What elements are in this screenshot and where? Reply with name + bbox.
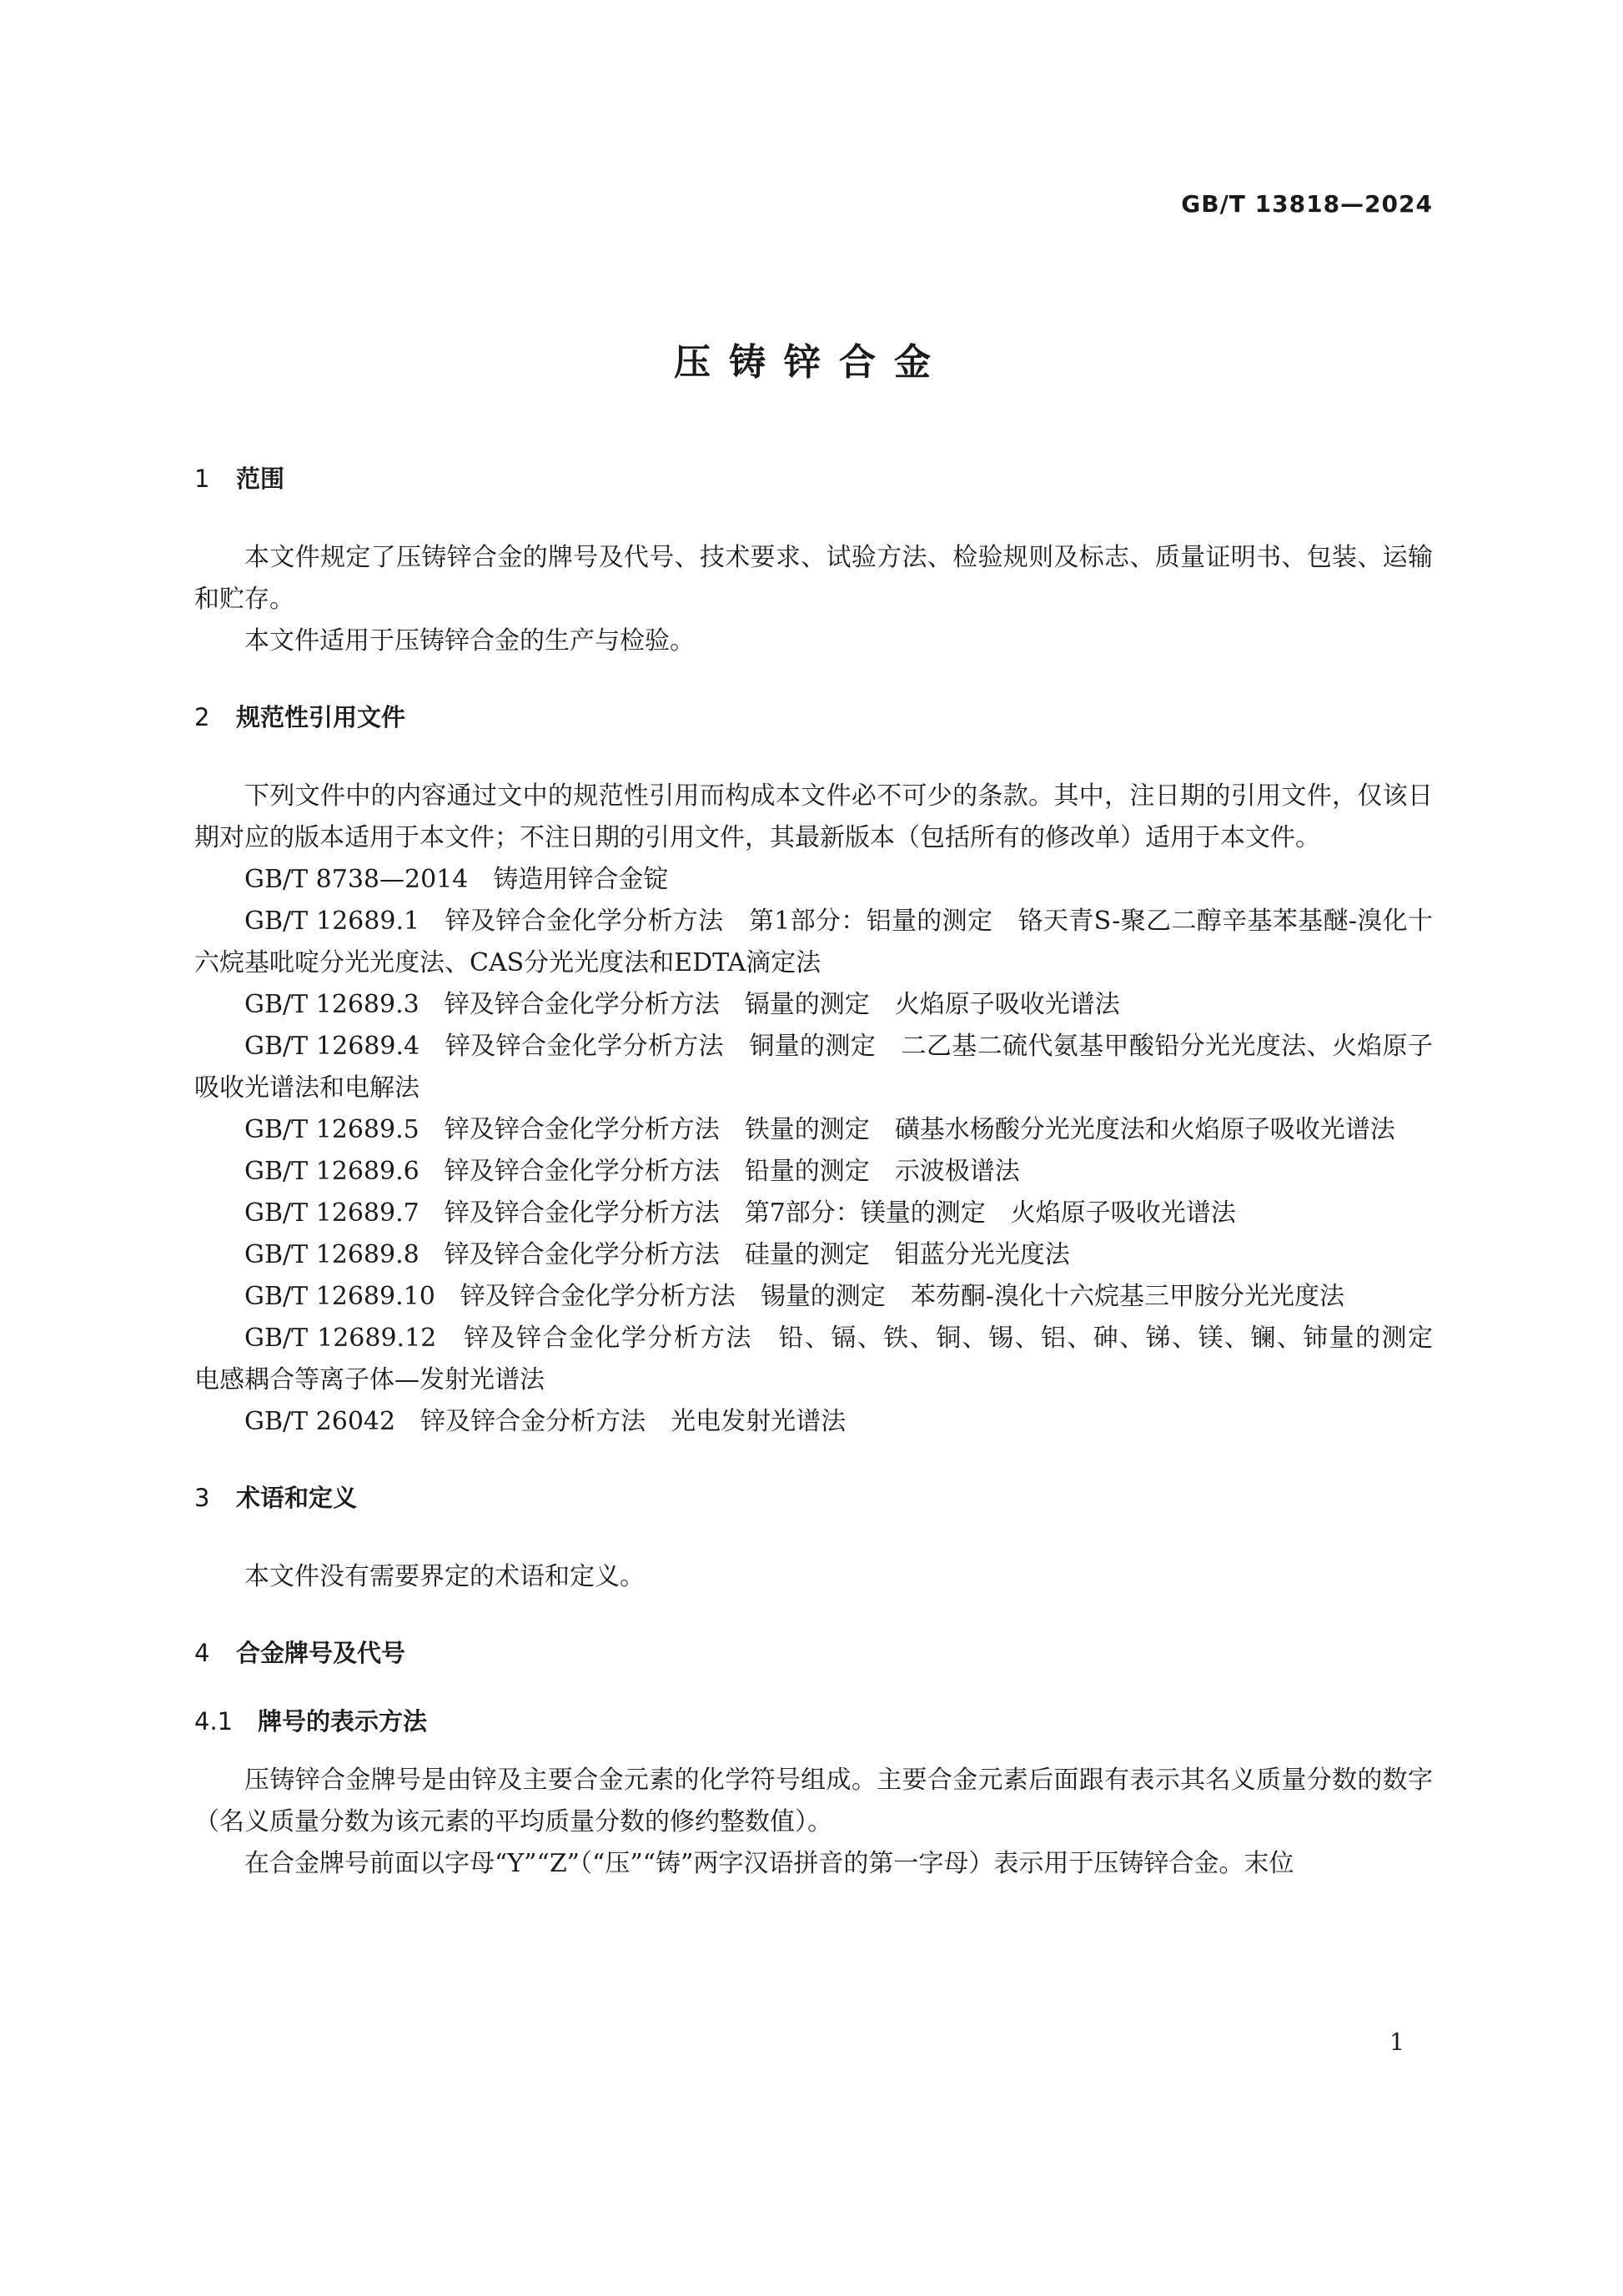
reference-item: GB/T 8738—2014 铸造用锌合金锭 [244,865,669,894]
section-number: 2 [194,703,210,731]
section-2-heading [194,696,1433,739]
reference-item: GB/T 12689.5 锌及锌合金化学分析方法 铁量的测定 磺基水杨酸分光光度法和火焰原子吸收光谱法 [244,1115,1395,1144]
section-title: 规范性引用文件 [236,703,406,731]
subsection-4-1-heading [194,1700,1433,1743]
reference-item: GB/T 12689.4 锌及锌合金化学分析方法 铜量的测定 二乙基二硫代氨基甲酸铅分光光度法、火焰原子吸收光谱法和电解法 [194,1032,1433,1103]
reference-item: GB/T 12689.1 锌及锌合金化学分析方法 第1部分：铝量的测定 铬天青S-聚乙二醇辛基苯基醚-溴化十六烷基吡啶分光光度法、CAS分光光度法和EDTA滴定法 [194,907,1433,977]
section-3-heading [194,1476,1433,1520]
paragraph: 本文件适用于压铸锌合金的生产与检验。 [244,626,695,656]
subsection-title: 牌号的表示方法 [258,1707,428,1736]
reference-list [194,859,1458,1443]
section-number: 4 [194,1639,210,1667]
section-title: 范围 [236,465,285,493]
reference-item: GB/T 12689.7 锌及锌合金化学分析方法 第7部分：镁量的测定 火焰原子吸收光谱法 [244,1198,1236,1228]
standard-code: GB/T 13818—2024 [1181,190,1433,218]
paragraph: 本文件没有需要界定的术语和定义。 [244,1562,645,1591]
reference-item: GB/T 12689.12 锌及锌合金化学分析方法 铅、镉、铁、铜、锡、铝、砷、锑、镁、镧、铈量的测定 电感耦合等离子体—发射光谱法 [194,1324,1458,1394]
reference-item: GB/T 26042 锌及锌合金分析方法 光电发射光谱法 [244,1407,847,1436]
subsection-number: 4.1 [194,1707,234,1736]
reference-item: GB/T 12689.6 锌及锌合金化学分析方法 铅量的测定 示波极谱法 [244,1157,1020,1186]
section-4-heading [194,1631,1433,1675]
paragraph: 本文件规定了压铸锌合金的牌号及代号、技术要求、试验方法、检验规则及标志、质量证明书、包装、运输和贮存。 [194,543,1433,614]
paragraph: 下列文件中的内容通过文中的规范性引用而构成本文件必不可少的条款。其中，注日期的引用文件，仅该日期对应的版本适用于本文件；不注日期的引用文件，其最新版本（包括所有的修改单）适用于本文件。 [194,781,1433,852]
section-number: 1 [194,465,210,493]
document-body [194,457,1458,1885]
paragraph: 压铸锌合金牌号是由锌及主要合金元素的化学符号组成。主要合金元素后面跟有表示其名义质量分数的数字（名义质量分数为该元素的平均质量分数的修约整数值）。 [194,1766,1433,1836]
document-title: 压铸锌合金 [674,341,949,384]
paragraph: 在合金牌号前面以字母“Y”“Z”（“压”“铸”两字汉语拼音的第一字母）表示用于压铸锌合金。末位 [244,1849,1294,1878]
reference-item: GB/T 12689.8 锌及锌合金化学分析方法 硅量的测定 钼蓝分光光度法 [244,1240,1070,1269]
page-number: 1 [1389,2028,1404,2056]
section-title: 术语和定义 [236,1484,358,1512]
section-title: 合金牌号及代号 [236,1639,406,1667]
section-1-heading [194,457,1433,500]
section-number: 3 [194,1484,210,1512]
reference-item: GB/T 12689.3 锌及锌合金化学分析方法 镉量的测定 火焰原子吸收光谱法 [244,990,1120,1019]
reference-item: GB/T 12689.10 锌及锌合金化学分析方法 锡量的测定 苯芴酮-溴化十六烷基三甲胺分光光度法 [244,1282,1344,1311]
